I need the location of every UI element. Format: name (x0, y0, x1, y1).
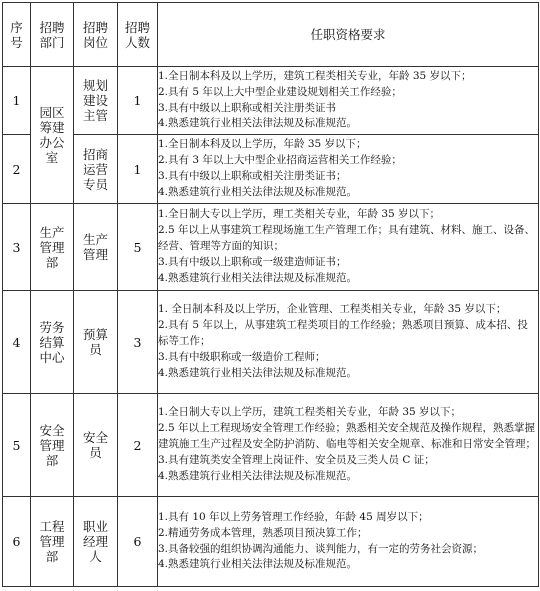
requirement-line: 1.全日制大专以上学历，建筑工程类相关专业，年龄 35 岁以下； (158, 406, 462, 419)
row-seq: 1 (3, 67, 31, 135)
requirements-cell (158, 497, 539, 587)
requirement-line: 2.具有 3 年以上大中型企业招商运营相关工作经验； (158, 154, 402, 167)
table-row (3, 204, 539, 291)
requirement-line: 1.全日制大专以上学历，理工类相关专业，年龄 35 岁以下； (158, 208, 441, 221)
requirement-line: 4.熟悉建筑行业相关法律法规及标准规范。 (158, 469, 358, 482)
post-cell: 职业经理人 (74, 497, 118, 587)
requirement-line: 2.具有 5 年以上大中型企业建设规划相关工作经验； (158, 85, 402, 98)
requirement-line: 2.5 年以上从事建筑工程现场施工生产管理工作；具有建筑、材料、施工、设备、经营、管理等方面的知识； (158, 224, 536, 253)
row-seq: 6 (3, 497, 31, 587)
post-cell: 生产管理 (74, 204, 118, 291)
table-row (3, 394, 539, 497)
dept-cell: 安全管理部 (31, 394, 74, 497)
header-seq: 序号 (3, 3, 31, 67)
recruitment-table (2, 2, 539, 587)
requirements-cell (158, 394, 539, 497)
table-row (3, 135, 539, 204)
count-cell: 1 (118, 135, 158, 204)
requirement-line: 2.精通劳务成本管理，熟悉项目预决算工作； (158, 526, 368, 539)
count-cell: 3 (118, 291, 158, 394)
requirement-line: 4.熟悉建筑行业相关法律法规及标准规范。 (158, 117, 358, 130)
dept-cell: 工程管理部 (31, 497, 74, 587)
table-row (3, 67, 539, 135)
requirement-line: 3.具有中级以上职称或相关注册类证书； (158, 170, 347, 182)
post-cell: 规划建设主管 (74, 67, 118, 135)
requirement-line: 1.全日制本科及以上学历，年龄 35 岁以下； (158, 138, 367, 151)
count-cell: 2 (118, 394, 158, 497)
dept-cell: 园区筹建办公室 (31, 67, 74, 204)
requirement-line: 2.具有 5 年以上，从事建筑工程类项目的工作经验；熟悉项目预算、成本招、投标等工作； (158, 319, 528, 348)
requirement-line: 4.熟悉建筑行业相关法律法规及标准规范。 (158, 558, 358, 571)
requirement-line: 2.5 年以上工程现场安全管理工作经验；熟悉相关安全规范及操作规程，熟悉掌握建筑施工生产过程及安全防护消防、临电等相关安全规章、标准和日常安全管理； (158, 422, 536, 451)
requirement-line: 4.熟悉建筑行业相关法律法规及标准规范。 (158, 271, 358, 284)
count-cell: 6 (118, 497, 158, 587)
row-seq: 3 (3, 204, 31, 291)
count-cell: 1 (118, 67, 158, 135)
requirement-line: 3.具有中级职称或一级造价工程师； (158, 350, 326, 363)
table-row (3, 497, 539, 587)
header-post: 招聘岗位 (74, 3, 118, 67)
requirement-line: 1.具有 10 年以上劳务管理工作经验，年龄 45 周岁以下； (158, 510, 429, 523)
table-row (3, 291, 539, 394)
requirement-line: 4.熟悉建筑行业相关法律法规及标准规范。 (158, 185, 358, 198)
requirements-cell (158, 291, 539, 394)
row-seq: 2 (3, 135, 31, 204)
row-seq: 5 (3, 394, 31, 497)
post-cell: 招商运营专员 (74, 135, 118, 204)
requirement-line: 3.具备较强的组织协调沟通能力、谈判能力，有一定的劳务社会资源； (158, 542, 484, 555)
requirement-line: 1.全日制本科及以上学历，建筑工程类相关专业，年龄 35 岁以下； (158, 69, 472, 82)
requirement-line: 3.具有中级以上职称或一级建造师证书； (158, 255, 347, 268)
dept-cell: 生产管理部 (31, 204, 74, 291)
requirement-line: 3.具有建筑类安全管理上岗证件、安全员及三类人员 C 证； (158, 453, 435, 466)
post-cell: 安全员 (74, 394, 118, 497)
header-row (3, 3, 539, 67)
requirements-cell (158, 135, 539, 204)
header-dept: 招聘部门 (31, 3, 74, 67)
requirements-cell (158, 67, 539, 135)
requirement-line: 4.熟悉建筑行业相关法律法规及标准规范。 (158, 366, 358, 379)
dept-cell: 劳务结算中心 (31, 291, 74, 394)
count-cell: 5 (118, 204, 158, 291)
requirements-cell (158, 204, 539, 291)
header-requirements: 任职资格要求 (158, 3, 539, 67)
header-count: 招聘人数 (118, 3, 158, 67)
requirement-line: 1. 全日制本科及以上学历，企业管理、工程类相关专业，年龄 35 岁以下； (158, 303, 507, 316)
post-cell: 预算员 (74, 291, 118, 394)
requirement-line: 3.具有中级以上职称或相关注册类证书 (158, 101, 337, 114)
row-seq: 4 (3, 291, 31, 394)
